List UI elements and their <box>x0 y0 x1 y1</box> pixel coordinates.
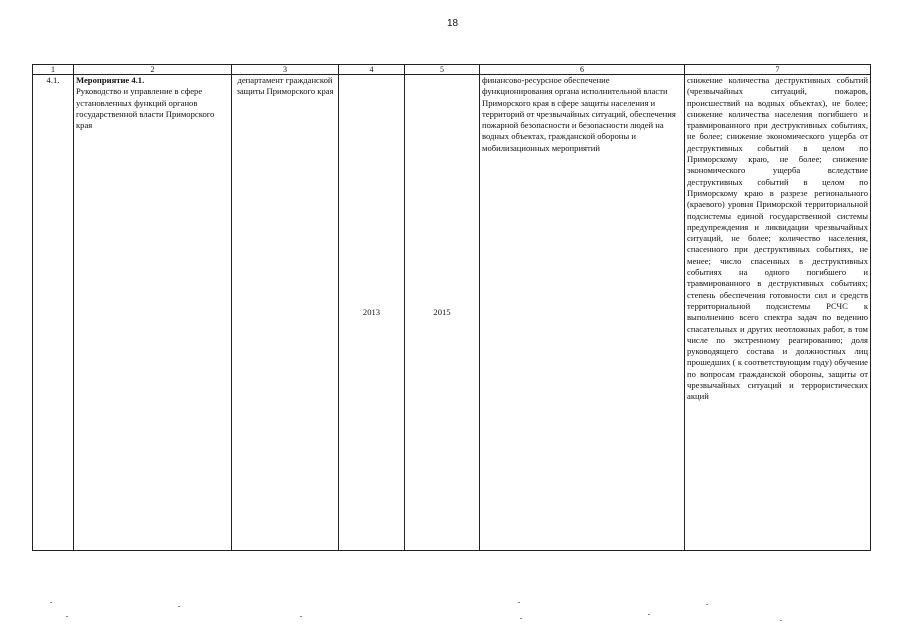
event-description: Руководство и управление в сфере установленных функций органов государственной власти Приморского края <box>76 86 215 131</box>
column-number-row <box>33 65 871 75</box>
table-row <box>33 75 871 551</box>
column-number: 7 <box>685 65 871 75</box>
column-number: 5 <box>405 65 480 75</box>
column-number: 2 <box>74 65 232 75</box>
scan-dot <box>706 604 708 605</box>
scan-dot <box>50 602 52 603</box>
indicators-cell: снижение количества деструктивных событий (чрезвычайных ситуаций, пожаров, происшествий на водных объектах), не более; снижение количества населения погибшего и травмированного при деструктивных событиях, не более; снижение экономического ущерба от деструктивных событий в целом по Приморскому краю, не более; снижение экономического ущерба вследствие деструктивных событий в целом по Приморскому краю в разрезе регионального (краевого) уровня Приморской территориальной подсистемы единой государственной системы предупреждения и ликвидации чрезвычайных ситуаций, не более; количество населения, спасенного при деструктивных событиях, не менее; число спасенных в деструктивных событиях на одного погибшего и травмированного в деструктивных событиях; степень обеспечения готовности сил и средств территориальной подсистемы РСЧС к выполнению всего спектра задач по ведению спасательных и других неотложных работ, в том числе по экстренному реагированию; доля руководящего состава и должностных лиц прошедших ( к соответствующим году) обучение по вопросам гражданской обороны, защиты от чрезвычайных ситуаций и террористических акций <box>685 75 871 551</box>
event-title: Мероприятие 4.1. <box>76 75 145 85</box>
scan-dot <box>648 614 650 615</box>
result-cell: финансово-ресурсное обеспечение функционирования органа исполнительной власти Приморского края в сфере защиты населения и территорий от чрезвычайных ситуаций, обеспечения пожарной безопасности и безопасности людей на водных объектах, гражданской обороны и мобилизационных мероприятий <box>480 75 685 551</box>
scan-dot <box>300 616 302 617</box>
program-table <box>32 64 871 551</box>
column-number: 1 <box>33 65 74 75</box>
column-number: 6 <box>480 65 685 75</box>
column-number: 3 <box>232 65 339 75</box>
scan-marks <box>0 600 905 630</box>
column-number: 4 <box>339 65 405 75</box>
start-year-cell: 2013 <box>339 75 405 551</box>
scan-dot <box>66 616 68 617</box>
scan-dot <box>520 618 522 619</box>
executor-cell: департамент гражданской защиты Приморского края <box>232 75 339 551</box>
event-cell <box>74 75 232 551</box>
end-year-cell: 2015 <box>405 75 480 551</box>
scan-dot <box>178 606 180 607</box>
row-number: 4.1. <box>33 75 74 551</box>
page-number: 18 <box>446 18 459 29</box>
scan-dot <box>518 602 520 603</box>
scan-dot <box>780 620 782 621</box>
